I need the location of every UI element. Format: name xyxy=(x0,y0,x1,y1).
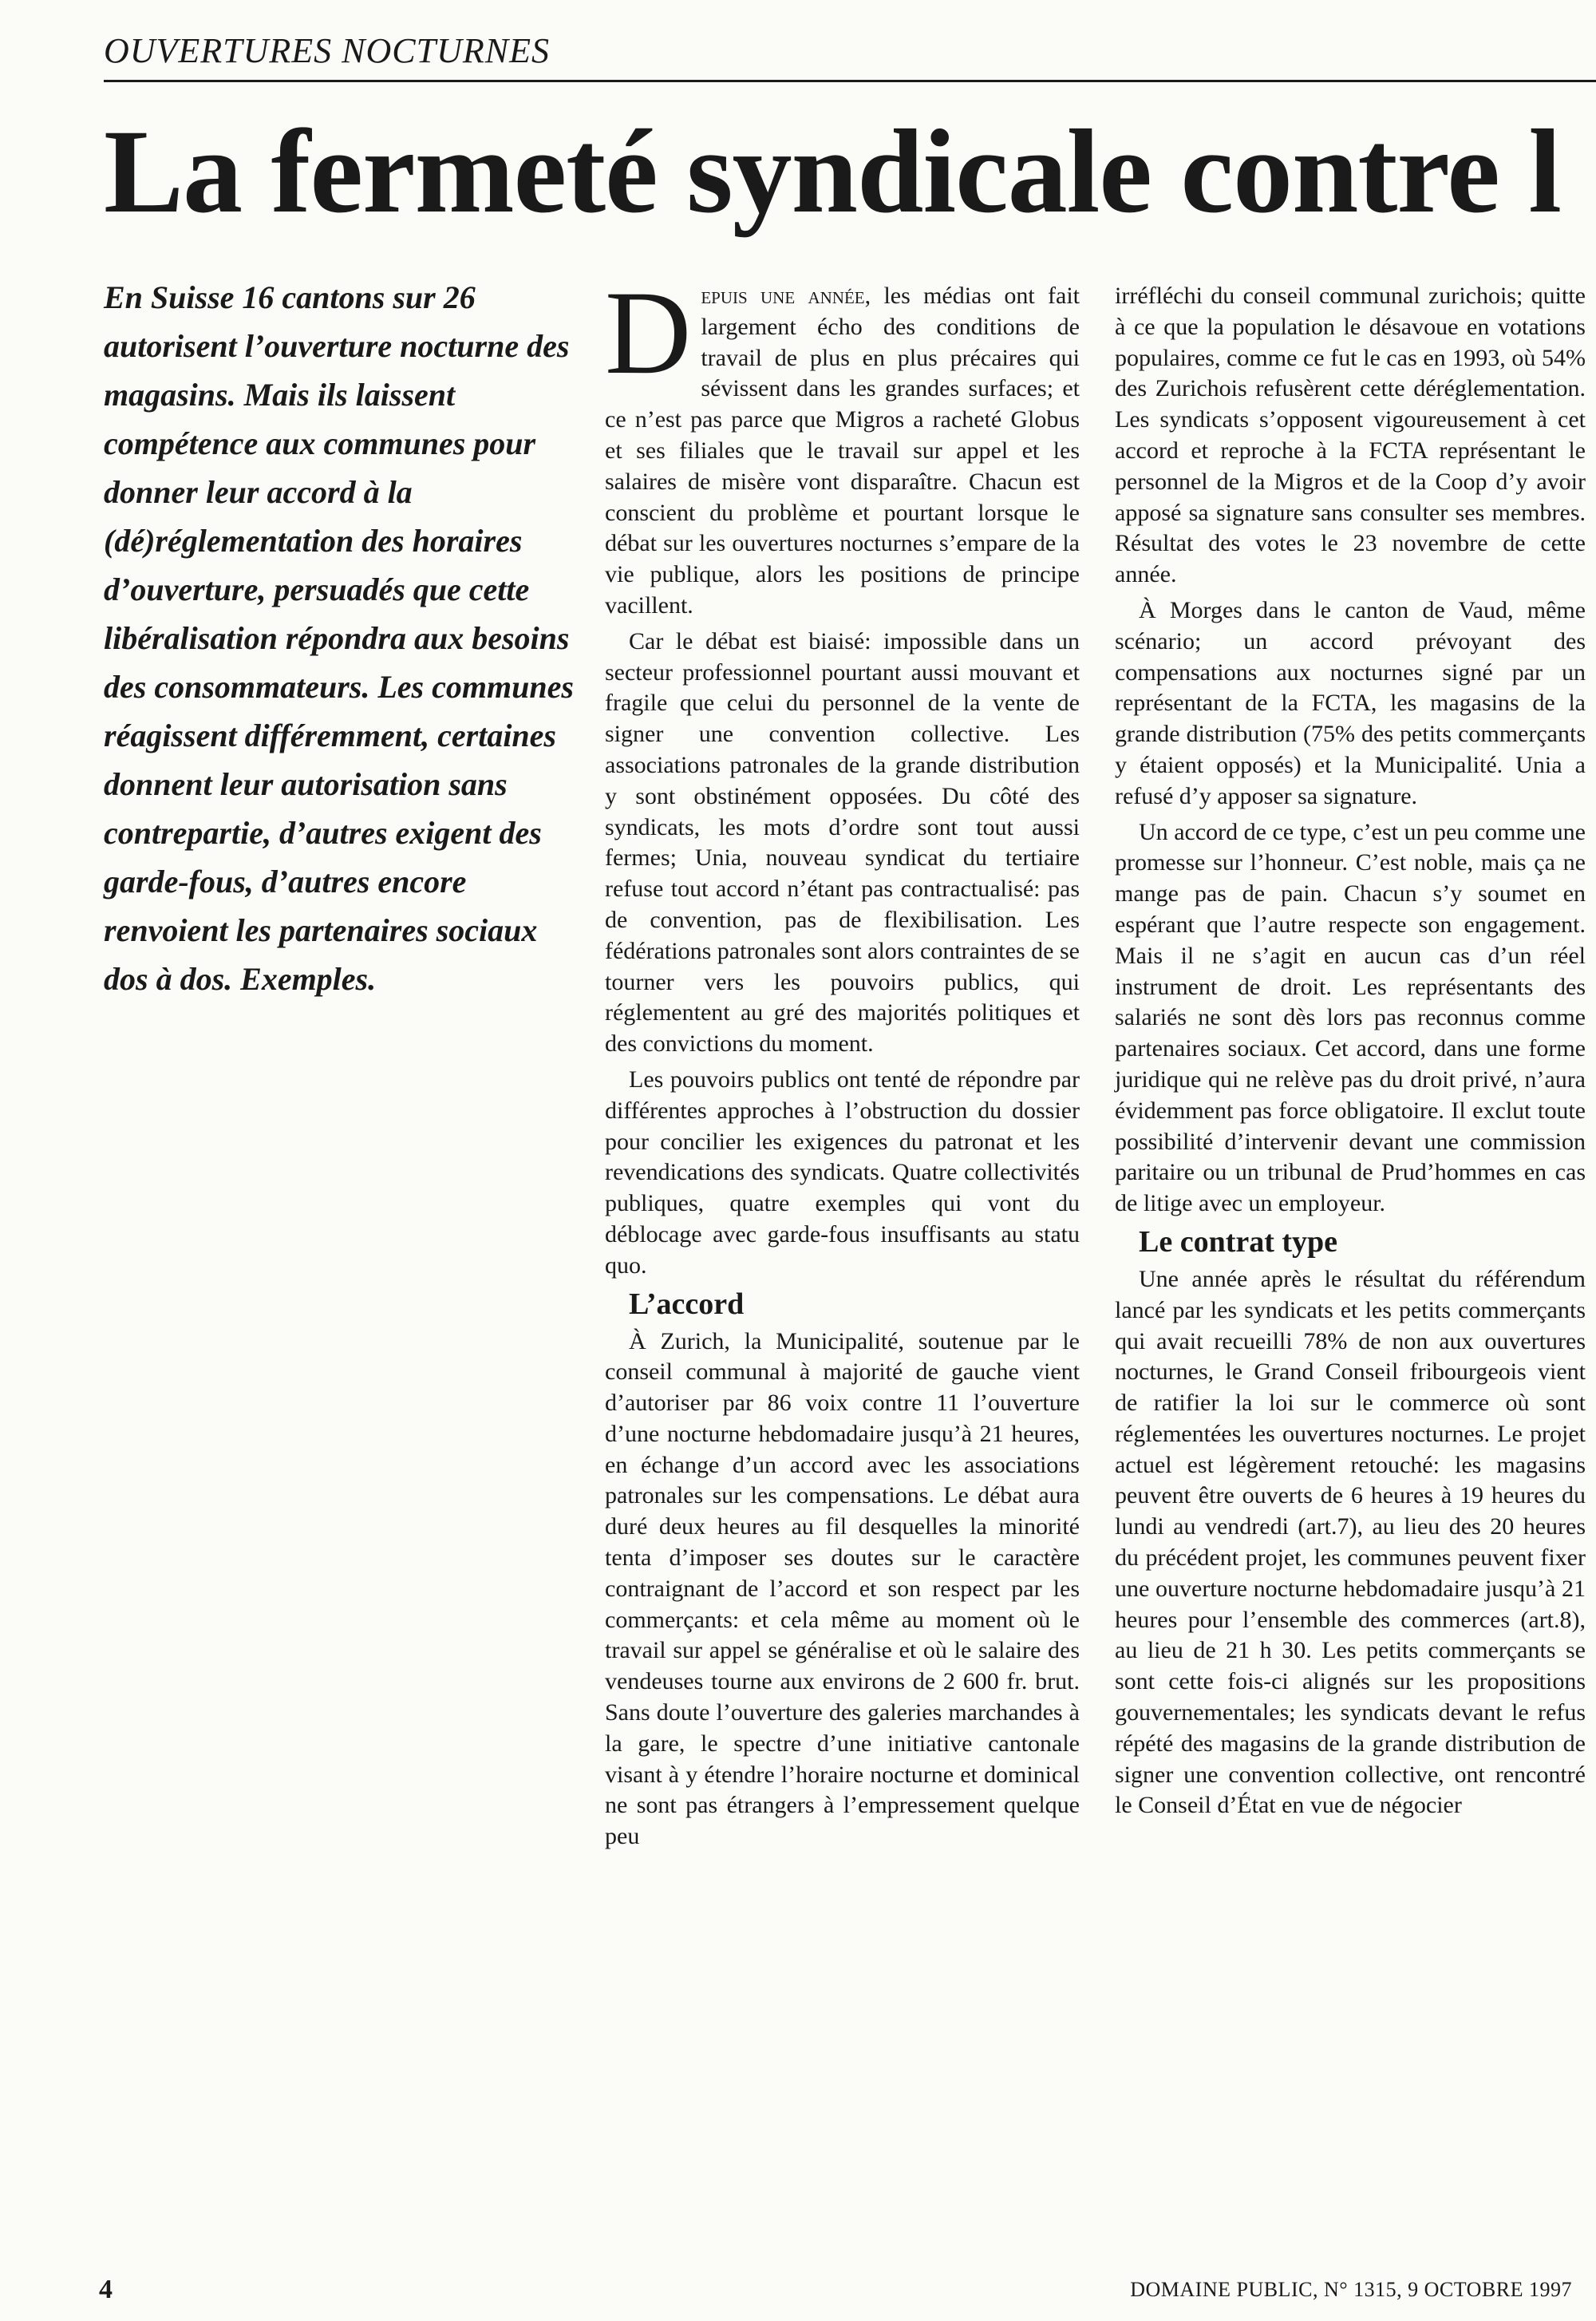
rubric-divider xyxy=(104,80,1596,82)
article-intro: En Suisse 16 cantons sur 26 autorisent l’ouverture nocturne des magasins. Mais ils laissent compétence aux communes pour donner leur accord à la (dé)réglementation des horaires d’ouverture, persuadés que cette libéralisation répondra aux besoins des consommateurs. Les communes réagissent différemment, certaines donnent leur autorisation sans contrepartie, d’autres exigent des garde-fous, d’autres encore renvoient les partenaires sociaux dos à dos. Exemples. xyxy=(104,279,574,997)
paragraph: À Morges dans le canton de Vaud, même scénario; un accord prévoyant des compensations aux nocturnes signé par un représentant de la FCTA, les magasins de la grande distribution (75% des petits commerçants y étaient opposés) et la Municipalité. Unia a refusé d’y apposer sa signature. xyxy=(1115,596,1586,809)
text-column-1 xyxy=(605,267,1080,1857)
article-headline: La fermeté syndicale contre l xyxy=(104,105,1562,238)
paragraph-text: les médias ont fait largement écho des conditions de travail de plus en plus précaires qui sévissent dans les grandes surfaces; et ce n’est pas parce que Migros a racheté Globus et ses filiales que le travail sur appel et les salaires de misère vont disparaître. Chacun est conscient du problème et pourtant lorsque le débat sur les ouvertures nocturnes s’empare de la vie publique, alors les positions de principe vacillent. xyxy=(605,283,1080,619)
section-subhead: L’accord xyxy=(629,1287,745,1321)
paragraph xyxy=(605,267,1080,622)
paragraph: Un accord de ce type, c’est un peu comme une promesse sur l’honneur. C’est noble, mais ça ne mange pas de pain. Chacun s’y soumet en espérant que l’autre respecte son engagement. Mais il ne s’agit en aucun cas d’un réel instrument de droit. Les représentants des salariés ne sont dès lors pas reconnus comme partenaires sociaux. Cet accord, dans une forme juridique qui ne relève pas du droit privé, n’aura évidemment pas force obligatoire. Il exclut toute possibilité d’intervenir devant une commission paritaire ou un tribunal de Prud’hommes en cas de litige avec un employeur. xyxy=(1115,818,1586,1217)
page-number: 4 xyxy=(99,2275,113,2304)
paragraph: Les pouvoirs publics ont tenté de répondre par différentes approches à l’obstruction du dossier pour concilier les exigences du patronat et les revendications des syndicats. Quatre collectivités publiques, quatre exemples qui vont du déblocage avec garde-fous insuffisants au statu quo. xyxy=(605,1066,1080,1279)
lead-in: epuis une année, xyxy=(701,283,871,309)
section-rubric: OUVERTURES NOCTURNES xyxy=(104,31,550,70)
paragraph: À Zurich, la Municipalité, soutenue par le conseil communal à majorité de gauche vient d’autoriser par 86 voix contre 11 l’ouverture d’une nocturne hebdomadaire jusqu’à 21 heures, en échange d’un accord avec les associations patronales sur les compensations. Le débat aura duré deux heures au fil desquelles la minorité tenta d’imposer ses doutes sur le caractère contraignant de l’accord et son respect par les commerçants: et cela même au moment où le travail sur appel se généralise et où le salaire des vendeuses tourne aux environs de 2 600 fr. brut. Sans doute l’ouverture des galeries marchandes à la gare, le spectre d’une initiative cantonale visant à y étendre l’horaire nocturne et dominical ne sont pas étrangers à l’empressement quelque peu xyxy=(605,1327,1080,1850)
text-column-2 xyxy=(1115,281,1586,1826)
drop-cap: D xyxy=(605,267,692,399)
paragraph: irréfléchi du conseil communal zurichois; quitte à ce que la population le désavoue en votations populaires, comme ce fut le cas en 1993, où 54% des Zurichois refusèrent cette déréglementation. Les syndicats s’opposent vigoureusement à cet accord et reproche à la FCTA représentant le personnel de la Migros et de la Coop d’y avoir apposé sa signature sans consulter ses membres. Résultat des votes le 23 novembre de cette année. xyxy=(1115,283,1586,588)
publication-footer: DOMAINE PUBLIC, N° 1315, 9 OCTOBRE 1997 xyxy=(1130,2278,1572,2301)
section-subhead: Le contrat type xyxy=(1139,1224,1338,1259)
paragraph: Une année après le résultat du référendum lancé par les syndicats et les petits commerçants qui avait recueilli 78% de non aux ouvertures nocturnes, le Grand Conseil fribourgeois vient de ratifier la loi sur le commerce où sont réglementées les ouvertures nocturnes. Le projet actuel est légèrement retouché: les magasins peuvent être ouverts de 6 heures à 19 heures du lundi au vendredi (art.7), au lieu des 20 heures du précédent projet, les communes peuvent fixer une ouverture nocturne hebdomadaire jusqu’à 21 heures pour l’ensemble des commerces (art.8), au lieu de 21 h 30. Les petits commerçants se sont cette fois-ci alignés sur les propositions gouvernementales; les syndicats devant le refus répété des magasins de la grande distribution de signer une convention collective, ont rencontré le Conseil d’État en vue de négocier xyxy=(1115,1265,1586,1819)
paragraph: Car le débat est biaisé: impossible dans un secteur professionnel pourtant aussi mouvant et fragile que celui du personnel de la vente de signer une convention collective. Les associations patronales de la grande distribution y sont obstinément opposées. Du côté des syndicats, les mots d’ordre sont tout aussi fermes; Unia, nouveau syndicat du tertiaire refuse tout accord n’étant pas contractualisé: pas de convention, pas de flexibilisation. Les fédérations patronales sont alors contraintes de se tourner vers les pouvoirs publics, qui réglementent au gré des majorités politiques et des convictions du moment. xyxy=(605,627,1080,1058)
